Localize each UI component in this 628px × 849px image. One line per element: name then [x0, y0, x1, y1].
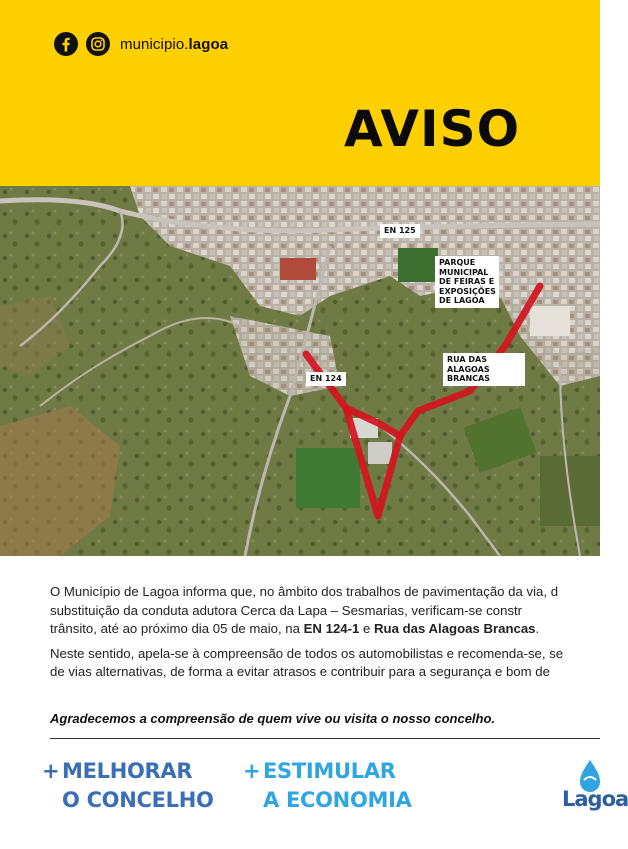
divider: [50, 738, 600, 739]
page-title: AVISO: [344, 100, 521, 158]
map-label-rua-alagoas: RUA DAS ALAGOAS BRANCAS: [443, 353, 525, 386]
header-banner: [0, 0, 600, 186]
map-label-en124: EN 124: [306, 372, 346, 386]
notice-paragraph-1: O Município de Lagoa informa que, no âmbito dos trabalhos de pavimentação da via, d substituição da conduta adutora Cerca da Lapa – Sesmarias, verificam-se constr trânsito, até ao próximo dia 05 de maio, na EN 124-1 e Rua das Alagoas Brancas.: [50, 584, 559, 636]
social-links: [54, 32, 228, 56]
slogan-melhorar: + MELHORAR O CONCELHO: [42, 759, 214, 812]
aerial-map: [0, 186, 600, 556]
social-handle[interactable]: municipio.lagoa: [120, 35, 229, 53]
map-label-en125: EN 125: [380, 224, 420, 238]
slogan-estimular: + ESTIMULAR A ECONOMIA: [243, 759, 412, 812]
lagoa-logo-text: Lagoa: [562, 787, 628, 811]
notice-body: [50, 583, 610, 688]
facebook-icon[interactable]: [54, 32, 78, 56]
notice-paragraph-2: Neste sentido, apela-se à compreensão de todos os automobilistas e recomenda-se, se de vias alternativas, de forma a evitar atrasos e contribuir para a segurança e bom de: [50, 645, 564, 679]
thanks-message: Agradecemos a compreensão de quem vive ou visita o nosso concelho.: [50, 711, 496, 726]
map-label-parque: PARQUE MUNICIPAL DE FEIRAS E EXPOSIÇÕES DE LAGOA: [435, 256, 499, 308]
instagram-icon[interactable]: [86, 32, 110, 56]
